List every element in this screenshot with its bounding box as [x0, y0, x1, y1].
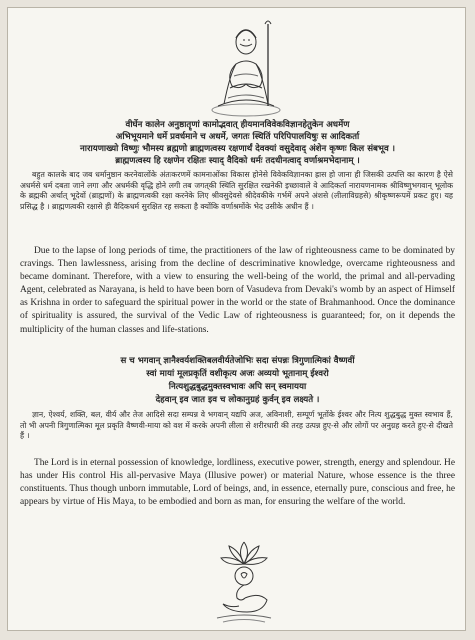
verse-line: अभिभूयमाने धर्मे प्रवर्धमाने च अधर्मे, जगतः स्थितिं परिपिपालयिषुः स आदिकर्ता: [115, 132, 360, 142]
document-page: [7, 7, 466, 631]
swan-lotus-emblem: [207, 538, 281, 624]
english-translation: Due to the lapse of long periods of time, the practitioners of the law of righteousness came to be dominated by cravings. Then lawlessness, arising from the decline of descriminative knowledge, overcame righteousness and became dominant. Therefore, with a view to ensuring the well-being of the world, the primal and all-pervading Agent, celebrated as Narayana, is held to have been born of Vasudeva from Devaki's womb by an aspect of Himself as Krishna in order to safeguard the spiritual power in the world or the state of Brahmanhood. Once the dominance of spirituality is assured, the survival of the Vedic Law of righteousness is guaranteed; for, on it depends the multiplicity of the human classes and life-stations.: [20, 246, 455, 335]
verse-line: नित्यशुद्धबुद्धमुक्तस्वभावः अपि सन् स्वमायया: [168, 382, 307, 392]
verse-line: ब्राह्मणत्वस्य हि रक्षणेन रक्षितः स्याद् वैदिको धर्मः तदधीनत्वाद् वर्णाश्रमभेदानाम् ।: [115, 156, 360, 166]
verse-line: देहवान् इव जात इव च लोकानुग्रहं कुर्वन् इव लक्ष्यते ।: [155, 395, 320, 405]
english-translation: The Lord is in eternal possession of knowledge, lordliness, executive power, strength, energy and splendour. He has under His control His all-pervasive Maya (Illusive power) or material Nature, whose essence is the three constituents. Thus though unborn immutable, Lord of beings, and, in essence, eternally pure, conscious and free, he appears by virtue of His Maya, to be embodied and born as man, for ensuring the welfare of the world.: [20, 458, 455, 508]
verse-line: नारायणाख्यो विष्णुः भौमस्य ब्रह्मणो ब्राह्मणत्वस्य रक्षणार्थं देवक्यां वसुदेवाद् अंशेन कृष्णः किल संबभूव ।: [79, 144, 395, 154]
shankaracharya-illustration: [210, 14, 282, 118]
verse-line: वीर्घेन कालेन अनुष्ठातॄणां कामोद्भवात् हीयमानविवेकविज्ञानहेतुकेन अधर्मेण: [125, 120, 350, 130]
hindi-translation: बहुत कालके बाद जब धर्मानुष्ठान करनेवालोंके अंतःकरणमें कामनाओंका विकास होनेसे विवेकविज्ञानका ह्रास हो जाना ही जिसकी उत्पत्ति का कारण है ऐसे अधर्मसे धर्म दबता जाने लगा और अधर्मकी वृद्धि होने लगी तब जगत्‌की स्थिति सुरक्षित रखनेकी इच्छावाले वे आदिकर्ता नारायणनामक श्रीविष्णुभगवान् भूलोक के ब्रह्मकी अर्थात् भूदेवों (ब्राह्मणों) के ब्राह्मणत्वकी रक्षा करनेके लिए श्रीवसुदेवसे श्रीदेवकीके गर्भमें अपने अंशसे (लीलाविग्रहसे) श्रीकृष्णरूपमें प्रकट हुए। यह प्रसिद्ध है । ब्राह्मणत्वकी रक्षासे ही वैदिकधर्म सुरक्षित रह सकता है क्योंकि वर्णाश्रमोंके भेद उसीके अधीन हैं ।: [20, 170, 453, 211]
hindi-translation: ज्ञान, ऐश्वर्य, शक्ति, बल, वीर्य और तेज आदिसे सदा सम्पन्न वे भगवान् यद्यपि अज, अविनाशी, सम्पूर्ण भूतोंके ईश्वर और नित्य शुद्धबुद्ध मुक्त स्वभाव हैं, तो भी अपनी त्रिगुणात्मिका मूल प्रकृति वैष्णवी-माया को वश में करके अपनी लीला से शरीरधारी की तरह उत्पन्न हुए-से और लोगों पर अनुग्रह करते हुए-से दीखते हैं ।: [20, 410, 453, 441]
verse-line: स च भगवान् ज्ञानैश्वर्यशक्तिबलवीर्यतेजोभिः सदा संपन्नः त्रिगुणात्मिकां वैष्णवीं: [120, 356, 355, 366]
verse-line: स्वां मायां मूलप्रकृतिं वशीकृत्य अजः अव्ययो भूतानाम् ईश्वरो: [146, 369, 329, 379]
